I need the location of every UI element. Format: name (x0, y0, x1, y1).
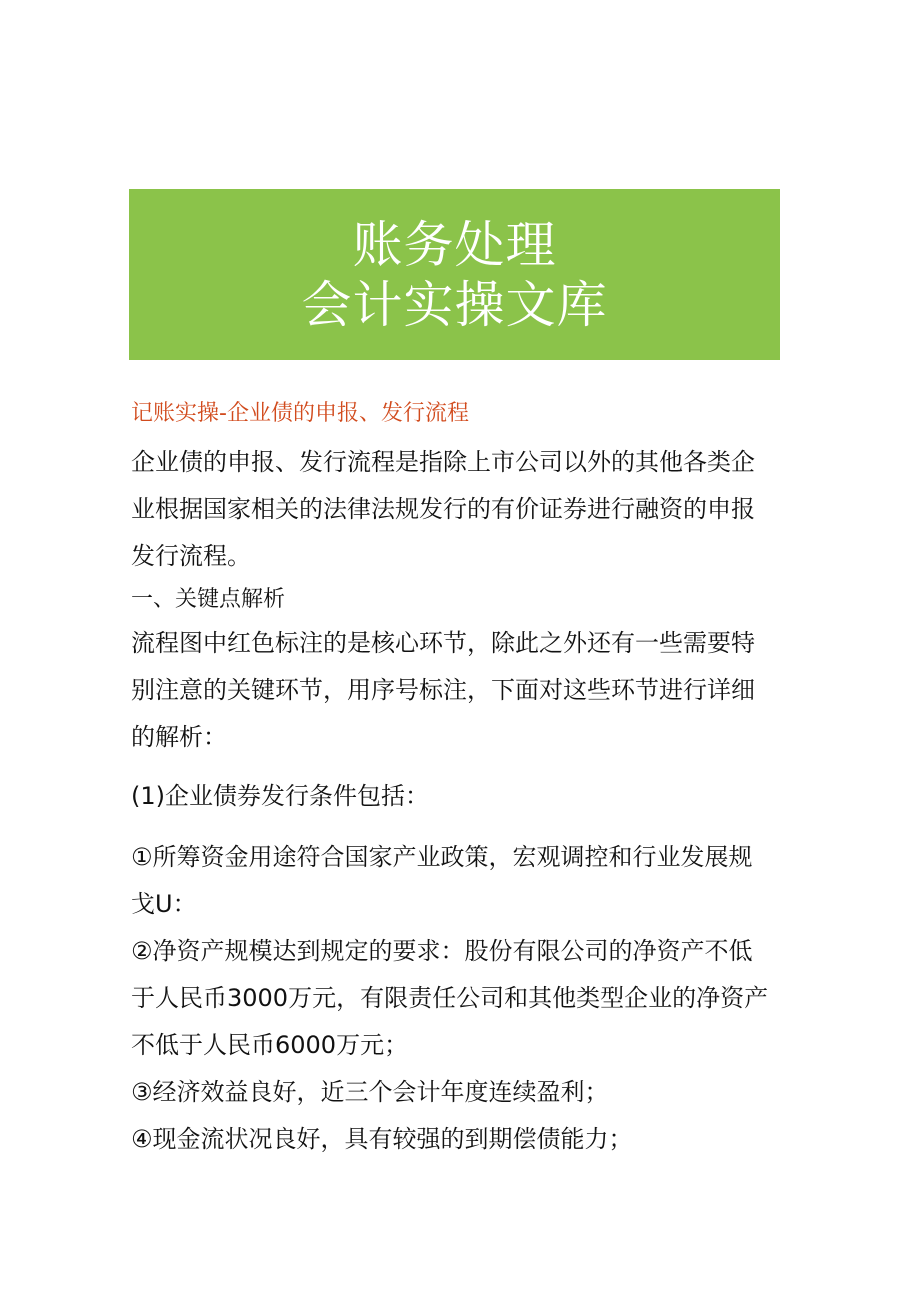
title-banner (129, 189, 780, 360)
intro-line: 发行流程。 (131, 542, 251, 570)
condition-item-4 (131, 1116, 783, 1163)
intro-line: 业根据国家相关的法律法规发行的有价证券进行融资的申报 (131, 495, 755, 523)
condition-line: 戈U： (131, 890, 197, 918)
condition-item-1 (131, 834, 783, 928)
analysis-line: 流程图中红色标注的是核心环节，除此之外还有一些需要特 (131, 629, 755, 657)
analysis-line: 的解析： (131, 723, 227, 751)
conditions-title: (1)企业债券发行条件包括： (131, 782, 429, 810)
condition-item-2 (131, 928, 783, 1069)
section-title-key-points: 一、关键点解析 (131, 587, 286, 612)
condition-line: ④现金流状况良好，具有较强的到期偿债能力； (131, 1125, 633, 1153)
condition-line: ③经济效益良好，近三个会计年度连续盈利； (131, 1078, 609, 1106)
condition-line: 于人民币3000万元，有限责任公司和其他类型企业的净资产 (131, 984, 769, 1012)
banner-title-line2: 会计实操文库 (301, 275, 608, 334)
analysis-line: 别注意的关键环节，用序号标注，下面对这些环节进行详细 (131, 676, 755, 704)
intro-paragraph (131, 439, 783, 580)
intro-line: 企业债的申报、发行流程是指除上市公司以外的其他各类企 (131, 448, 755, 476)
condition-item-3 (131, 1069, 783, 1116)
analysis-paragraph (131, 620, 783, 761)
condition-line: ①所筹资金用途符合国家产业政策，宏观调控和行业发展规 (131, 843, 753, 871)
banner-title-line1: 账务处理 (352, 215, 557, 274)
condition-line: ②净资产规模达到规定的要求：股份有限公司的净资产不低 (131, 937, 753, 965)
article-body (131, 395, 783, 1163)
condition-line: 不低于人民币6000万元； (131, 1031, 409, 1059)
article-title: 记账实操-企业债的申报、发行流程 (131, 401, 469, 426)
